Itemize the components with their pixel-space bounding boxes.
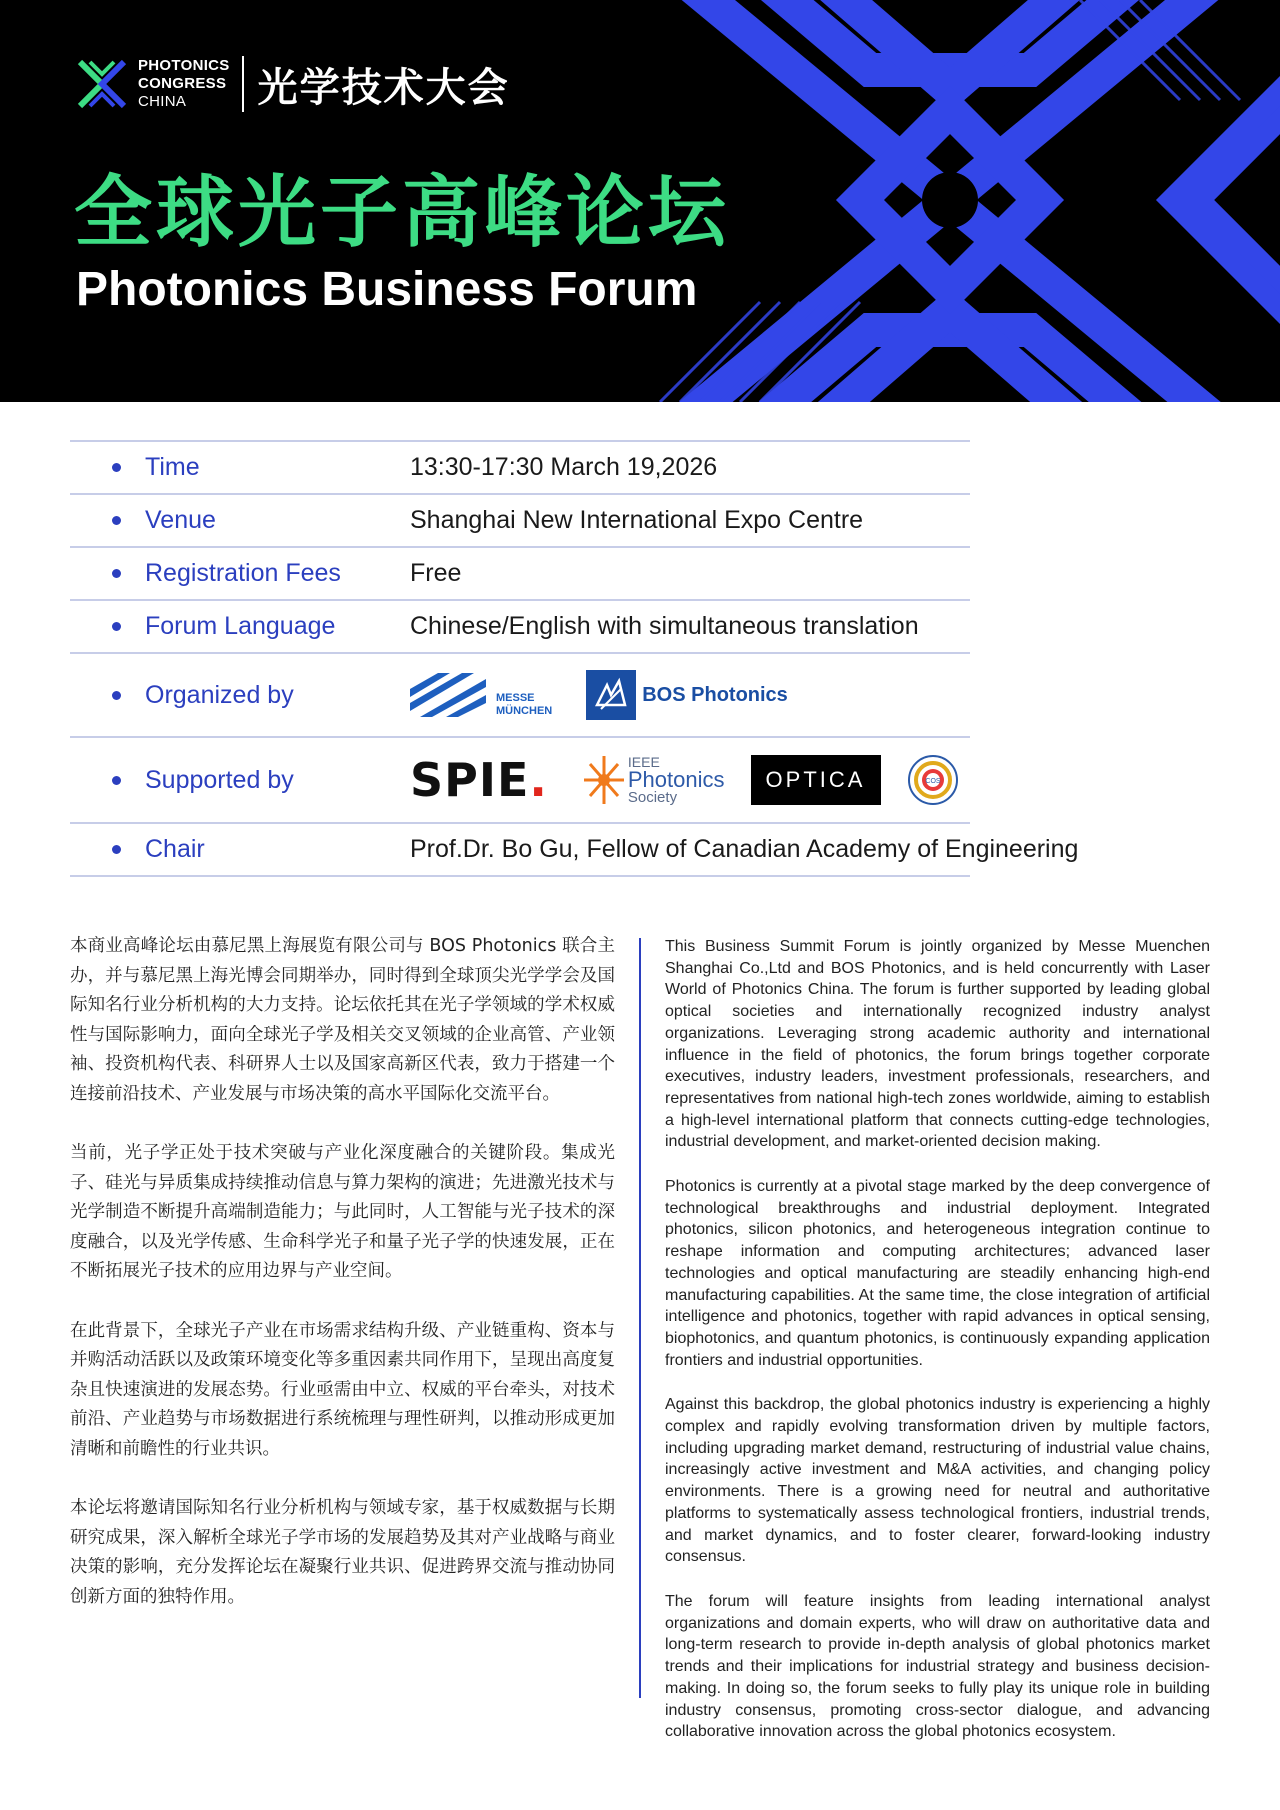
info-row-chair: [70, 822, 1079, 877]
cn-paragraph-2: 当前，光子学正处于技术突破与产业化深度融合的关键阶段。集成光子、硅光与异质集成持续推动信息与算力架构的演进；先进激光技术与光学制造不断提升高端制造能力；与此同时，人工智能与光子技术的深度融合，以及光学传感、生命科学光子和量子光子学的快速发展，正在不断拓展光子技术的应用边界与产业空间。: [70, 1143, 615, 1281]
ieee-line-1: IEEE: [627, 754, 660, 770]
info-row-fees: [70, 546, 970, 599]
language-label: Forum Language: [145, 612, 336, 640]
info-row-time: [70, 440, 970, 493]
en-paragraph-1: This Business Summit Forum is jointly organized by Messe Muenchen Shanghai Co.,Ltd and BOS Photonics, and is held concurrently with Laser World of Photonics China. The forum is further supported by leading global optical societies and internationally recognized industry analyst organizations. Leveraging strong academic authority and international influence in the field of photonics, the forum brings together corporate executives, industry leaders, investment professionals, researchers, and representatives from national high-tech zones worldwide, aiming to establish a high-level international platform that connects cutting-edge technologies, industrial development, and market-oriented decision making.: [665, 938, 1210, 1151]
organizer-logos: [410, 654, 788, 736]
cos-text: COS: [924, 778, 941, 785]
brand-line-2: CONGRESS: [138, 75, 227, 92]
header-banner: [0, 0, 1280, 402]
bullet-icon: [112, 463, 121, 472]
bullet-icon: [112, 691, 121, 700]
title-english: Photonics Business Forum: [76, 263, 698, 316]
fees-label: Registration Fees: [145, 559, 341, 587]
chinese-optical-society-logo: [907, 754, 959, 806]
info-row-organized: [70, 652, 970, 736]
venue-value: Shanghai New International Expo Centre: [410, 506, 864, 534]
ieee-line-3: Society: [627, 789, 678, 806]
en-paragraph-4: The forum will feature insights from leading international analyst organizations and domain experts, who will draw on authoritative data and long-term research to provide in-depth analysis of global photonics market trends and their implications for industrial strategy and business decision-making. In doing so, the forum seeks to fully play its unique role in building industry consensus, promoting cross-sector dialogue, and advancing collaborative innovation across the global photonics ecosystem.: [665, 1592, 1210, 1741]
cn-paragraph-3: 在此背景下，全球光子产业在市场需求结构升级、产业链重构、资本与并购活动活跃以及政策环境变化等多重因素共同作用下，呈现出高度复杂且快速演进的发展态势。行业亟需由中立、权威的平台牵头，对技术前沿、产业趋势与市场数据进行系统梳理与理性研判，以推动形成更加清晰和前瞻性的行业共识。: [70, 1320, 615, 1459]
messe-line-2: MÜNCHEN: [496, 705, 553, 717]
spie-logo: [410, 753, 548, 807]
bullet-icon: [112, 622, 121, 631]
messe-line-1: MESSE: [496, 692, 535, 704]
english-description-column: [665, 936, 1210, 1766]
sunburst-icon: [582, 752, 626, 808]
spie-dot: .: [529, 753, 548, 807]
time-label: Time: [145, 453, 200, 481]
chair-value: Prof.Dr. Bo Gu, Fellow of Canadian Academy of Engineering: [410, 835, 1079, 863]
chair-label: Chair: [145, 835, 205, 863]
bullet-icon: [112, 516, 121, 525]
bullet-icon: [112, 776, 121, 785]
ieee-photonics-society-logo: [582, 752, 725, 808]
cn-paragraph-4: 本论坛将邀请国际知名行业分析机构与领域专家，基于权威数据与长期研究成果，深入解析全球光子学市场的发展趋势及其对产业战略与商业决策的影响，充分发挥论坛在凝聚行业共识、促进跨界交流与推动协同创新方面的独特作用。: [70, 1498, 615, 1607]
info-row-language: [70, 599, 970, 652]
brand-chinese-name: 光学技术大会: [257, 64, 510, 111]
bos-mark-icon: [586, 670, 636, 720]
chinese-description-column: [70, 932, 615, 1642]
bullet-icon: [112, 845, 121, 854]
event-info-table: [70, 440, 1079, 877]
bos-photonics-logo: [586, 670, 788, 720]
brand-english-name: [138, 57, 230, 111]
brand-line-1: PHOTONICS: [138, 57, 230, 74]
supporter-logos: [410, 738, 959, 822]
title-chinese: 全球光子高峰论坛: [74, 168, 731, 258]
info-row-venue: [70, 493, 970, 546]
en-paragraph-3: Against this backdrop, the global photonics industry is experiencing a highly complex and rapidly evolving transformation driven by multiple factors, including upgrading market demand, restructuring of industrial value chains, increasingly active investment and M&A activities, and changing policy environments. There is a growing need for neutral and authoritative platforms to systematically assess technological frontiers, industrial trends, and market dynamics, and to foster clearer, forward-looking industry consensus.: [665, 1396, 1210, 1566]
supported-label: Supported by: [145, 765, 294, 794]
ieee-line-2: Photonics: [627, 767, 725, 792]
time-value: 13:30-17:30 March 19,2026: [410, 453, 718, 481]
column-divider: [639, 938, 641, 1698]
fees-value: Free: [410, 559, 462, 587]
organized-label: Organized by: [145, 680, 294, 709]
spie-text: SPIE: [410, 753, 530, 807]
brand-line-3: CHINA: [138, 93, 187, 110]
photonics-congress-logo-icon: [76, 58, 128, 110]
cn-paragraph-1: 本商业高峰论坛由慕尼黑上海展览有限公司与 BOS Photonics 联合主办，并与慕尼黑上海光博会同期举办，同时得到全球顶尖光学学会及国际知名行业分析机构的大力支持。论坛依托其在光子学领域的学术权威性与国际影响力，面向全球光子学及相关交叉领域的企业高管、产业领袖、投资机构代表、科研界人士以及国家高新区代表，致力于搭建一个连接前沿技术、产业发展与市场决策的高水平国际化交流平台。: [70, 936, 615, 1104]
bullet-icon: [112, 569, 121, 578]
messe-stripes-icon: [410, 671, 486, 719]
info-row-supported: [70, 736, 970, 822]
brand-separator: [242, 56, 244, 112]
brand-lockup: [76, 52, 510, 116]
en-paragraph-2: Photonics is currently at a pivotal stage marked by the deep convergence of technological breakthroughs and industrial deployment. Integrated photonics, silicon photonics, and heterogeneous integration continue to reshape information and computing architectures; advanced laser technologies and optical manufacturing are steadily enhancing high-end manufacturing capabilities. At the same time, the close integration of artificial intelligence and photonics, together with rapid advances in optical sensing, biophotonics, and quantum photonics, is continuously expanding application frontiers and industrial opportunities.: [665, 1178, 1210, 1369]
language-value: Chinese/English with simultaneous translation: [410, 612, 919, 640]
bos-photonics-name: BOS Photonics: [642, 683, 788, 706]
pattern-center-dot: [922, 172, 978, 228]
messe-muenchen-logo: [410, 671, 552, 719]
optica-logo: OPTICA: [751, 755, 881, 805]
venue-label: Venue: [145, 506, 216, 534]
